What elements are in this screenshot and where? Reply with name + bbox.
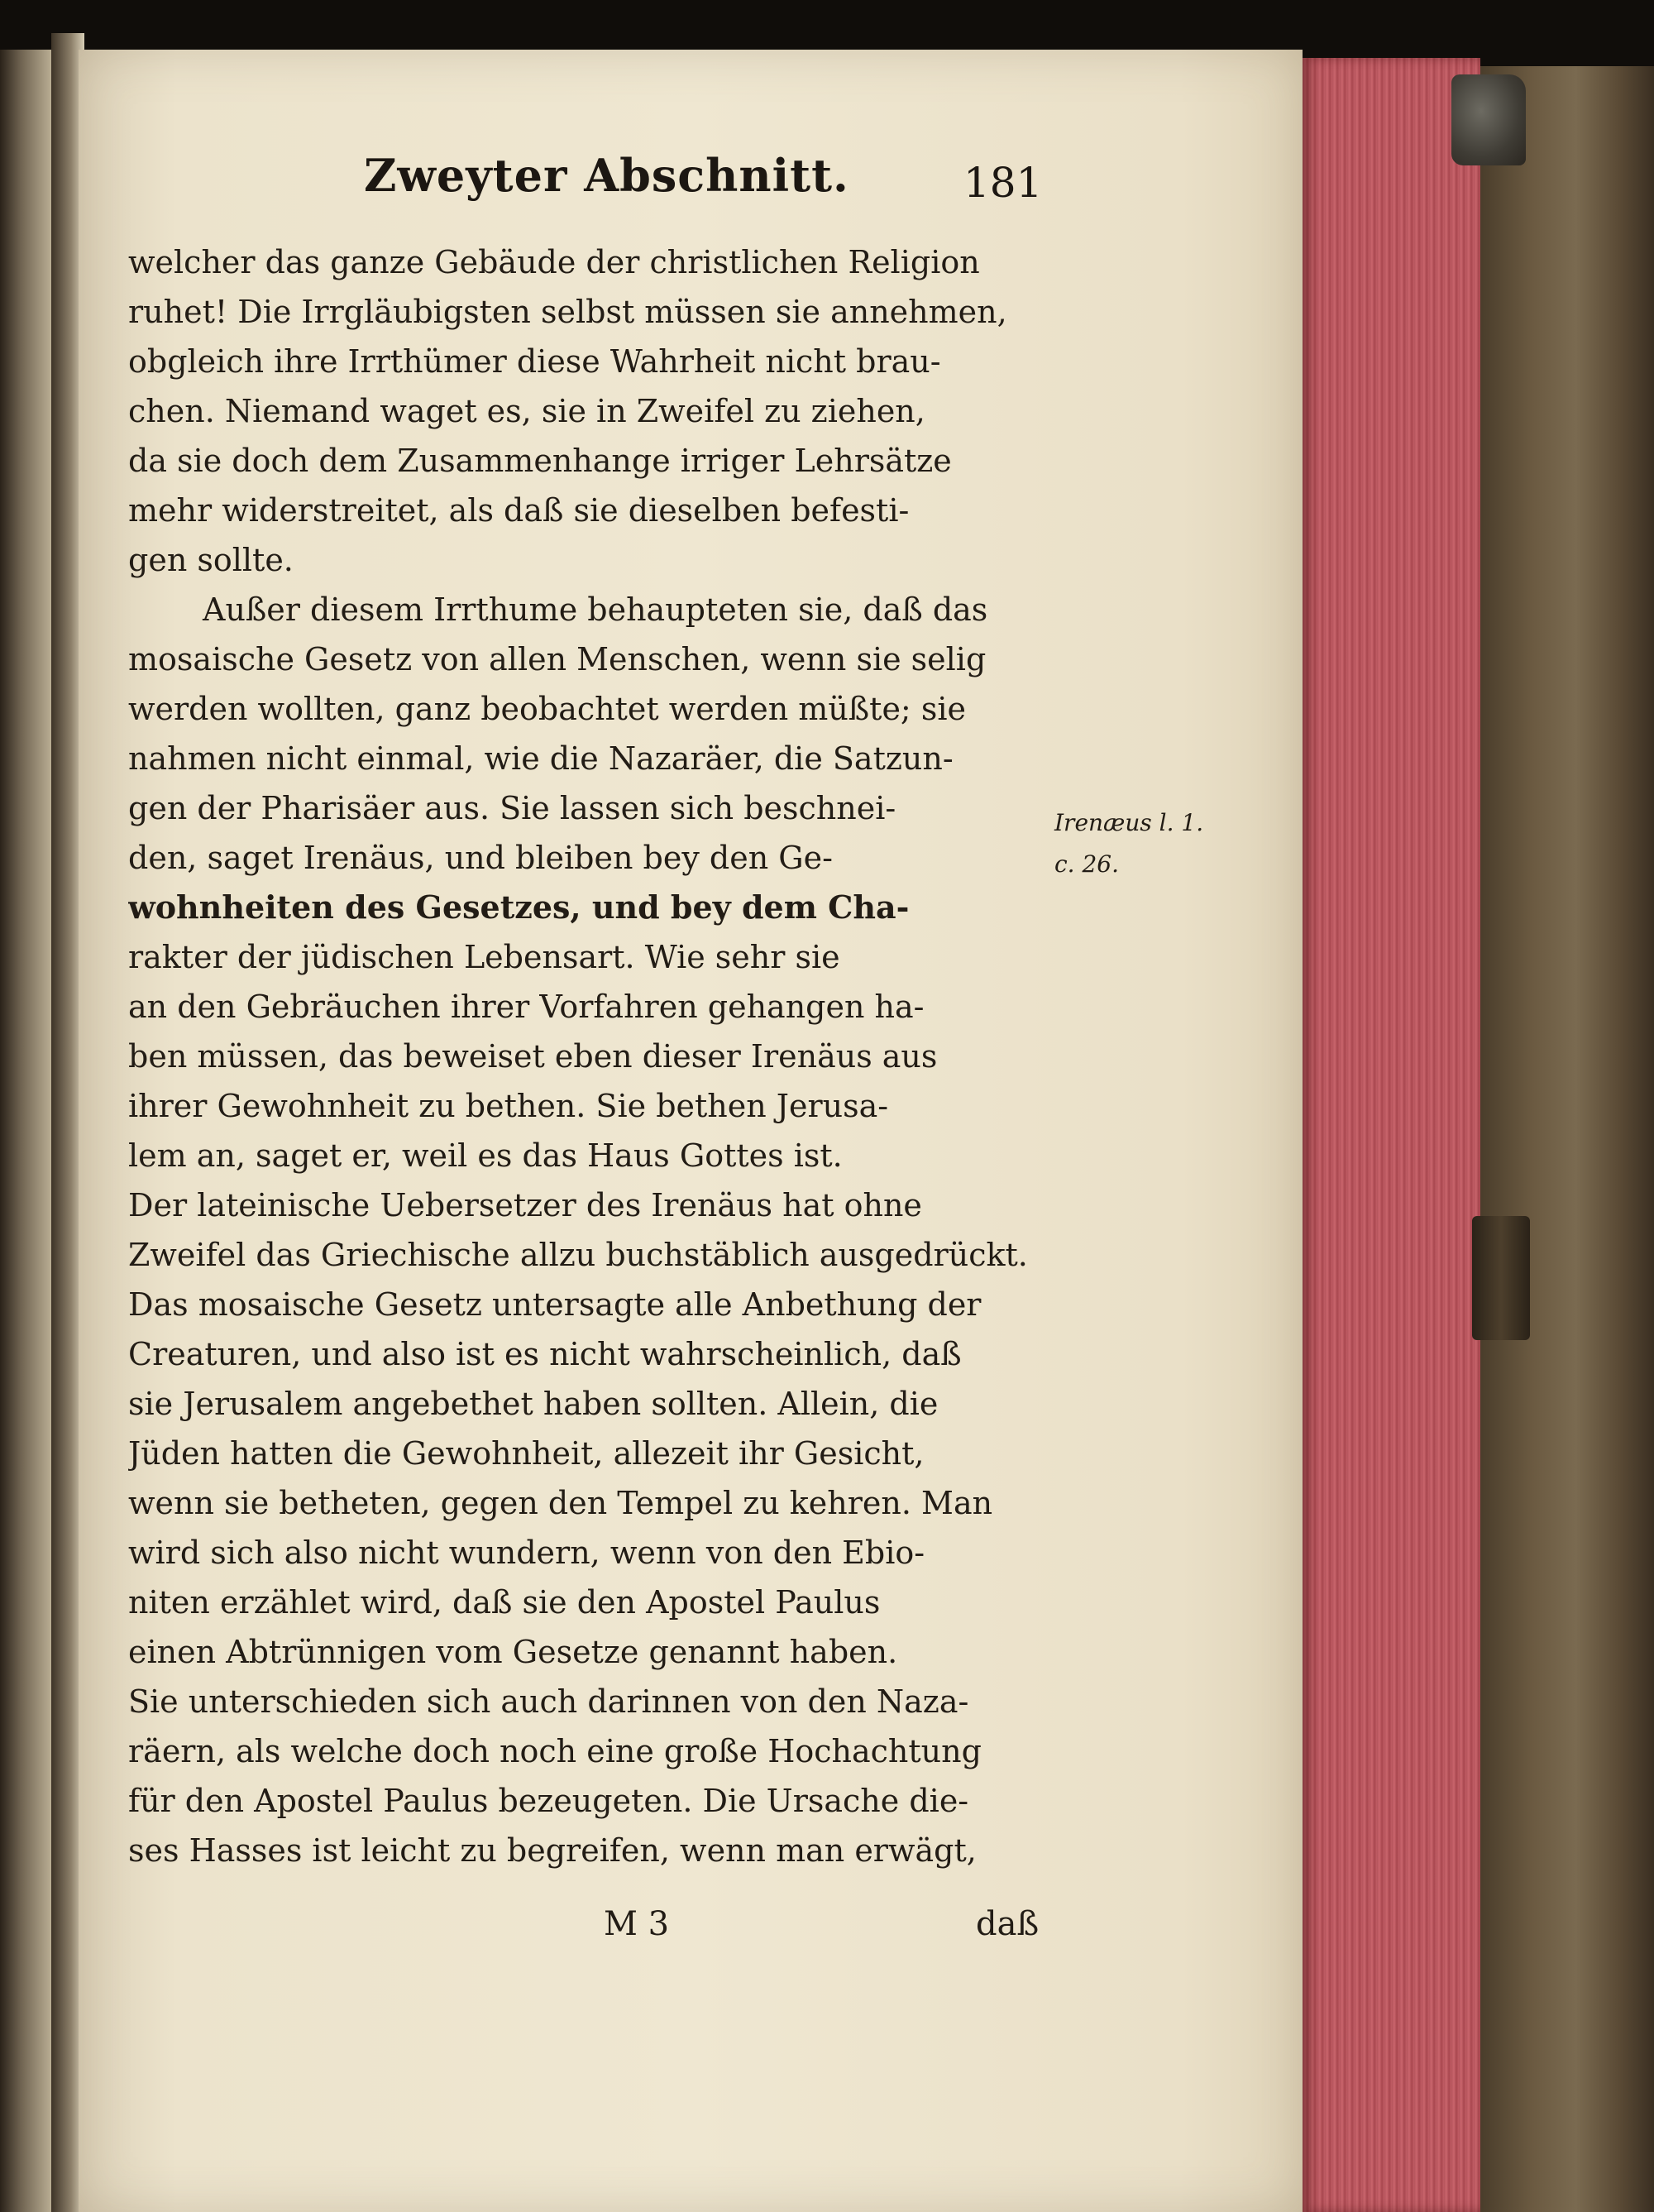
red-page-edges: [1303, 58, 1480, 2212]
marginal-note-line: c. 26.: [1054, 850, 1120, 878]
text-line: räern, als welche doch noch eine große Hochachtung: [128, 1733, 982, 1769]
text-line: lem an, saget er, weil es das Haus Gottes ist.: [128, 1137, 843, 1174]
text-line: obgleich ihre Irrthümer diese Wahrheit nicht brau-: [128, 343, 941, 380]
text-line: wird sich also nicht wundern, wenn von den Ebio-: [128, 1535, 925, 1571]
text-line: Zweifel das Griechische allzu buchstäblich ausgedrückt.: [128, 1237, 1028, 1273]
running-head: Zweyter Abschnitt.: [364, 149, 849, 202]
book-cover-board: [1480, 66, 1654, 2212]
text-line: sie Jerusalem angebethet haben sollten. Allein, die: [128, 1386, 939, 1422]
body-text: [128, 237, 1046, 1875]
text-line: ihrer Gewohnheit zu bethen. Sie bethen Jerusa-: [128, 1088, 889, 1124]
text-line: an den Gebräuchen ihrer Vorfahren gehangen ha-: [128, 989, 925, 1025]
text-line: ses Hasses ist leicht zu begreifen, wenn man erwägt,: [128, 1832, 977, 1869]
text-line: wenn sie betheten, gegen den Tempel zu kehren. Man: [128, 1485, 993, 1521]
catchword: daß: [976, 1905, 1040, 1943]
text-line: Der lateinische Uebersetzer des Irenäus hat ohne: [128, 1187, 922, 1223]
text-line: nahmen nicht einmal, wie die Nazaräer, die Satzun-: [128, 740, 954, 777]
text-line: wohnheiten des Gesetzes, und bey dem Cha-: [128, 888, 910, 926]
text-line: Creaturen, und also ist es nicht wahrscheinlich, daß: [128, 1336, 962, 1372]
text-line: Jüden hatten die Gewohnheit, allezeit ihr Gesicht,: [128, 1435, 925, 1472]
text-line: den, saget Irenäus, und bleiben bey den Ge-: [128, 840, 833, 876]
cover-clasp-icon: [1472, 1216, 1530, 1340]
page-number: 181: [963, 159, 1043, 207]
text-line: gen der Pharisäer aus. Sie lassen sich beschnei-: [128, 790, 896, 826]
cover-corner-icon: [1451, 74, 1526, 165]
text-line: Außer diesem Irrthume behaupteten sie, daß das: [203, 591, 988, 628]
text-line: einen Abtrünnigen vom Gesetze genannt haben.: [128, 1634, 898, 1670]
text-line: mehr widerstreitet, als daß sie dieselben befesti-: [128, 492, 910, 529]
marginal-note-line: Irenæus l. 1.: [1054, 809, 1204, 836]
text-line: für den Apostel Paulus bezeugeten. Die Ursache die-: [128, 1783, 969, 1819]
text-line: werden wollten, ganz beobachtet werden müßte; sie: [128, 691, 966, 727]
left-page-edge: [0, 50, 51, 2212]
text-line: rakter der jüdischen Lebensart. Wie sehr sie: [128, 939, 840, 975]
text-line: mosaische Gesetz von allen Menschen, wenn sie selig: [128, 641, 987, 677]
text-line: Sie unterschieden sich auch darinnen von den Naza-: [128, 1683, 969, 1720]
text-line: da sie doch dem Zusammenhange irriger Lehrsätze: [128, 443, 952, 479]
text-line: ben müssen, das beweiset eben dieser Irenäus aus: [128, 1038, 938, 1075]
text-line: Das mosaische Gesetz untersagte alle Anbethung der: [128, 1286, 982, 1323]
text-line: chen. Niemand waget es, sie in Zweifel zu ziehen,: [128, 393, 925, 429]
marginal-note: [1054, 802, 1253, 885]
text-line: ruhet! Die Irrgläubigsten selbst müssen sie annehmen,: [128, 294, 1007, 330]
text-line: gen sollte.: [128, 542, 294, 578]
signature-mark: M 3: [604, 1905, 670, 1943]
text-line: welcher das ganze Gebäude der christlichen Religion: [128, 244, 980, 280]
text-line: niten erzählet wird, daß sie den Apostel Paulus: [128, 1584, 881, 1621]
